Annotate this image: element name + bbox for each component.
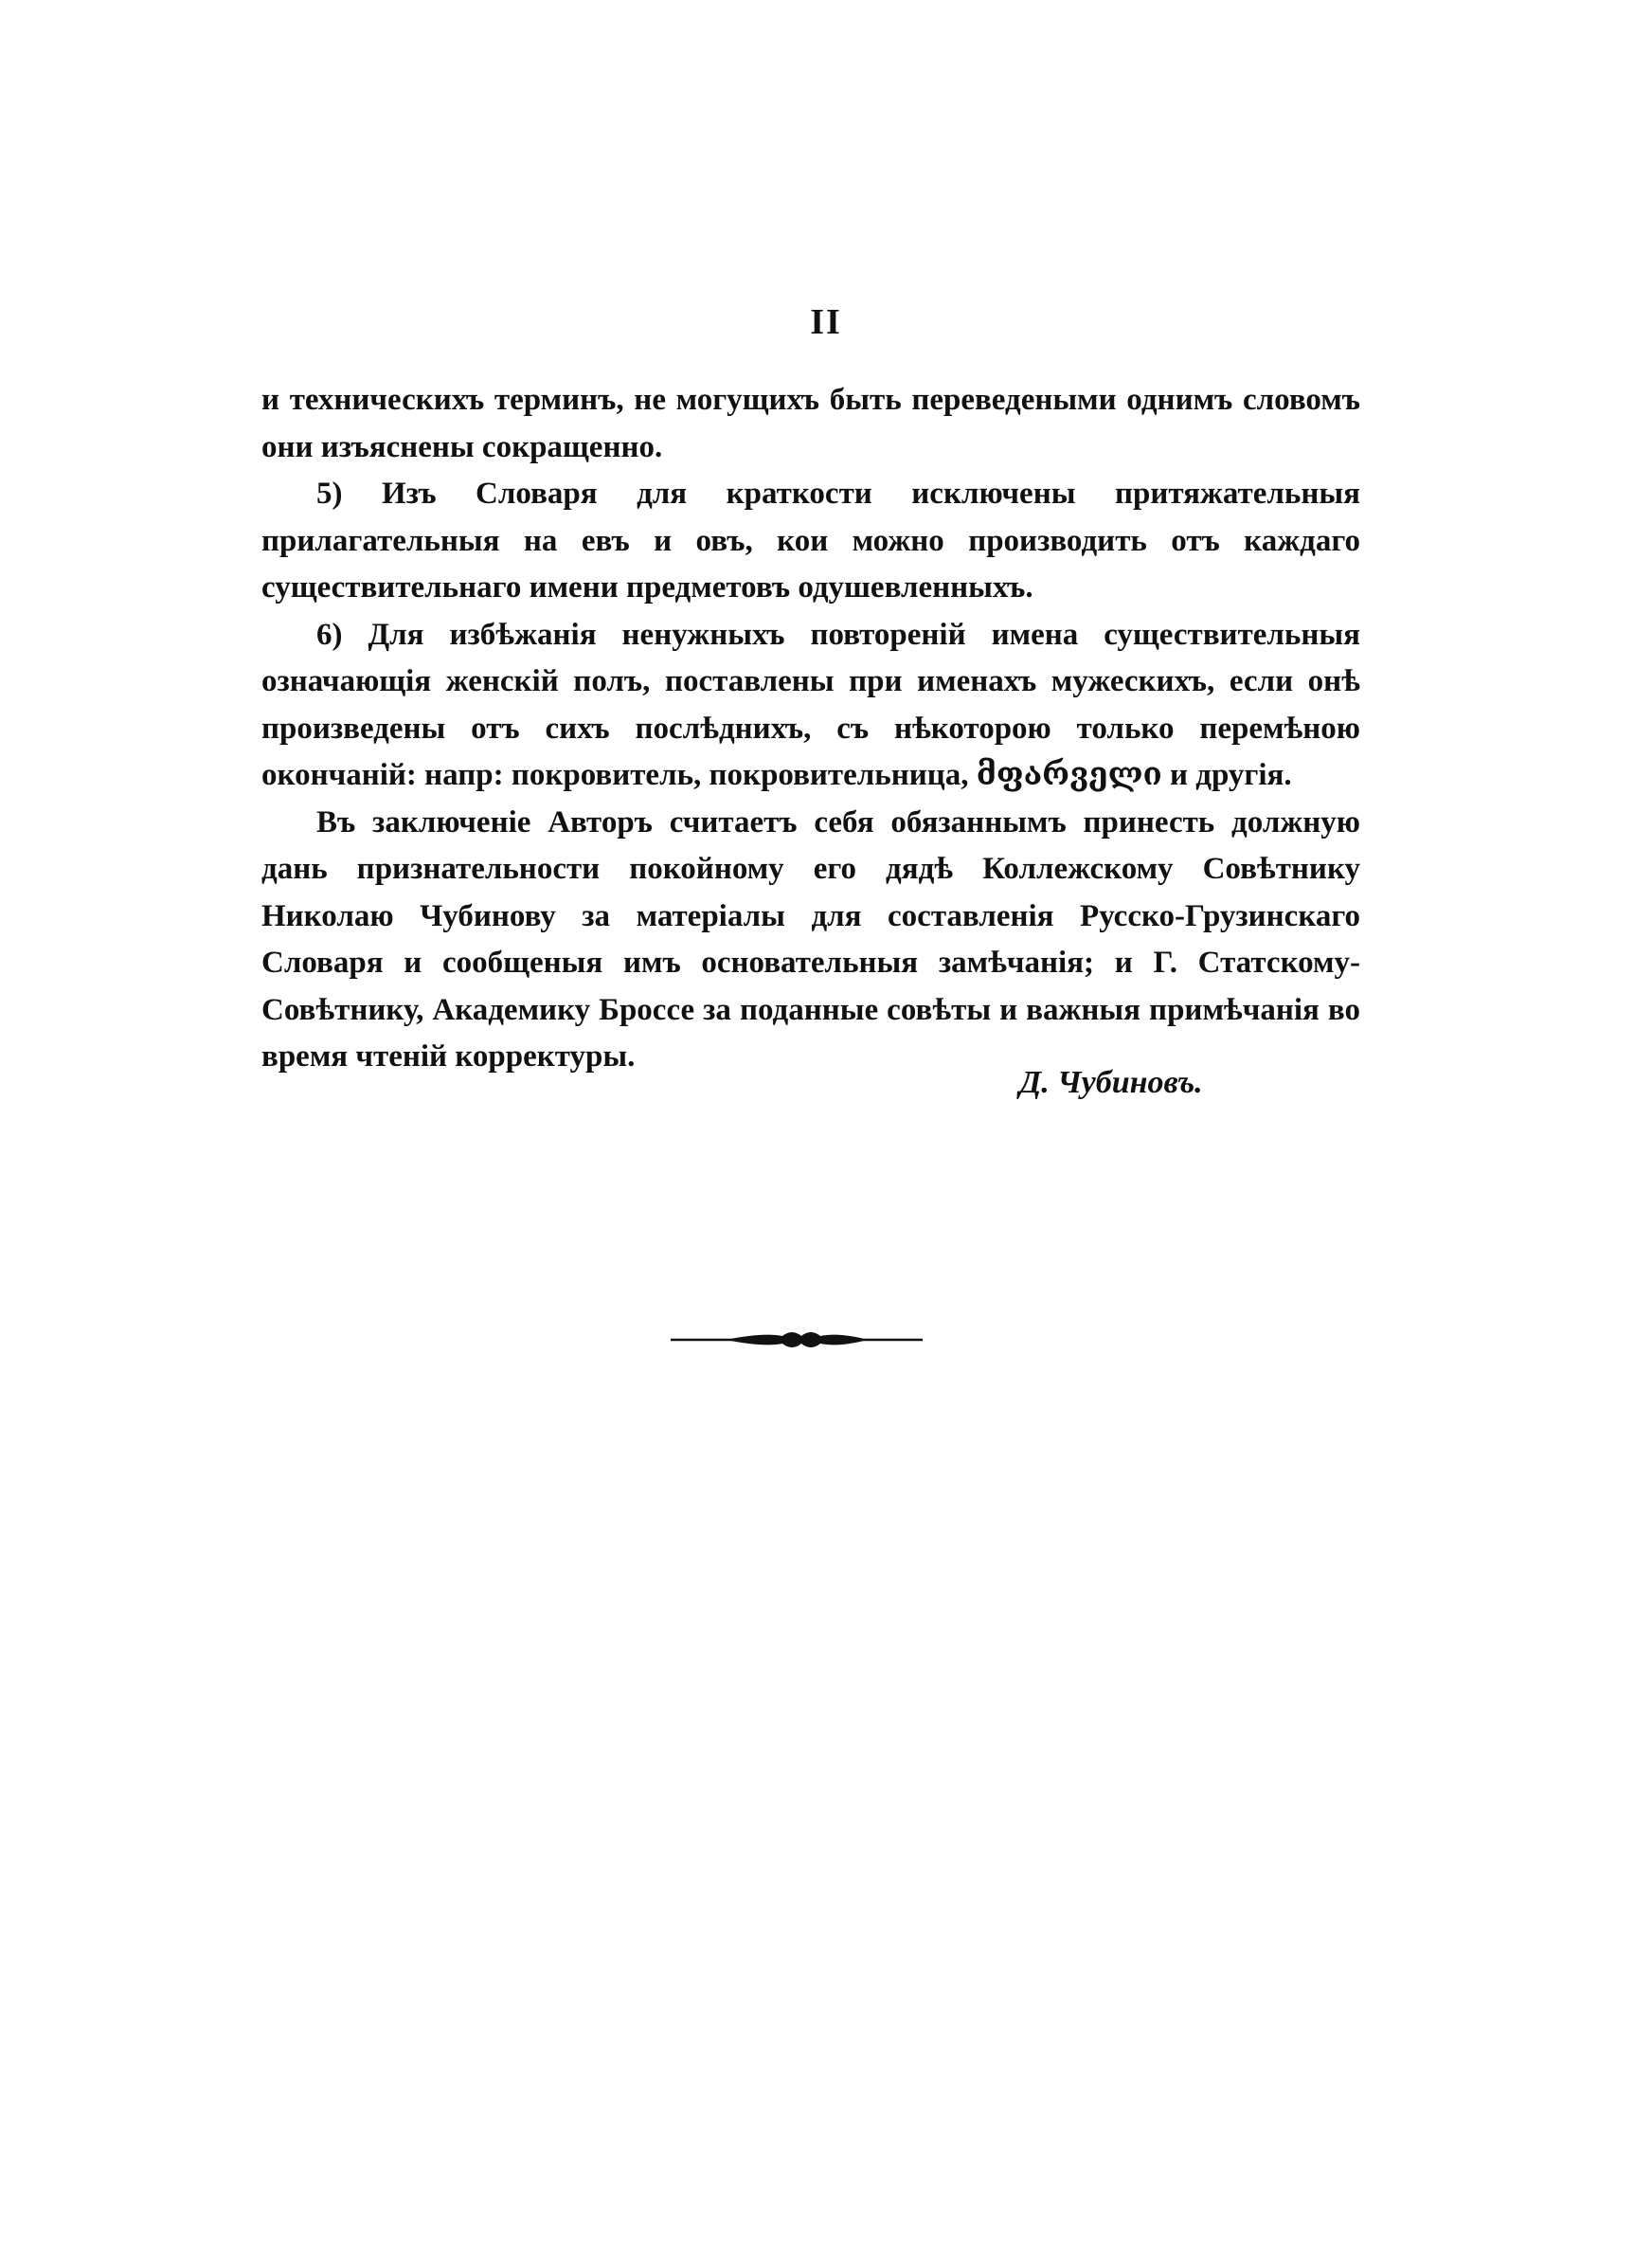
paragraph-item-6: 6) Для избѣжанія ненужныхъ повтореній имена существительныя означающія женскій полъ, поставлены при именахъ мужескихъ, если онѣ произведены отъ сихъ послѣднихъ, съ нѣкоторою только перемѣною окончаній: напр: покровитель, покровительница, მფარველი и другія. (261, 617, 1360, 792)
signature: Д. Чубиновъ. (1019, 1065, 1203, 1100)
page-number: II (810, 302, 842, 342)
paragraph-conclusion: Въ заключеніе Авторъ считаетъ себя обязаннымъ принесть должную дань признательности покойному его дядѣ Коллежскому Совѣтнику Николаю Чубинову за матеріалы для составленія Русско-Грузинскаго Словаря и сообщеныя имъ основательныя замѣчанія; и Г. Статскому-Совѣтнику, Академику Броссе за поданные совѣты и важныя примѣчанія во время чтеній корректуры. (261, 804, 1360, 1074)
paragraph-continuation: и техническихъ терминъ, не могущихъ быть переведеными однимъ словомъ они изъяснены сокращенно. (261, 383, 1360, 464)
paragraph-item-5: 5) Изъ Словаря для краткости исключены притяжательныя прилагательныя на евъ и овъ, кои можно производить отъ каждаго существительнаго имени предметовъ одушевленныхъ. (261, 477, 1360, 605)
ornament-divider-icon (669, 1319, 925, 1361)
body-text (261, 377, 1360, 1081)
